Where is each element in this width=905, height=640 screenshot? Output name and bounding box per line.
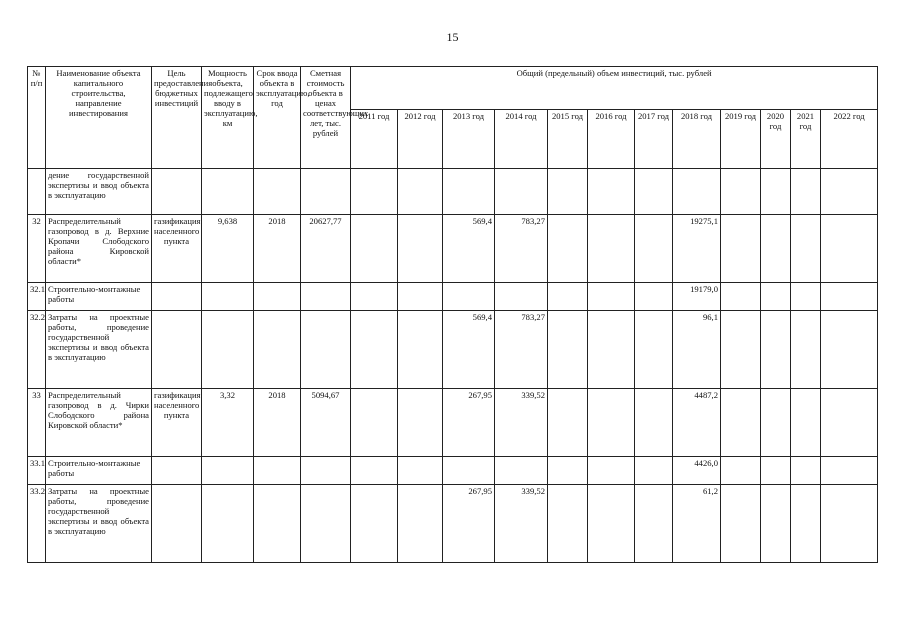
header-num: № п/п <box>28 67 46 169</box>
header-investment-group: Общий (предельный) объем инвестиций, тыс. рублей <box>351 67 878 110</box>
row-year-value-cell <box>548 215 588 283</box>
row-year-value-cell <box>351 485 398 563</box>
row-term-cell <box>254 485 301 563</box>
row-year-value-cell <box>721 457 761 485</box>
row-year-value-cell <box>635 389 673 457</box>
header-year: 2016 год <box>588 110 635 169</box>
row-num-cell: 32.1 <box>28 283 46 311</box>
row-year-value-cell <box>398 215 443 283</box>
row-num-cell: 33.2 <box>28 485 46 563</box>
header-year: 2021 год <box>791 110 821 169</box>
row-year-value-cell <box>721 283 761 311</box>
row-year-value-cell <box>495 457 548 485</box>
row-year-value-cell <box>398 485 443 563</box>
row-year-value-cell <box>821 389 878 457</box>
header-year: 2018 год <box>673 110 721 169</box>
row-num-cell: 32.2 <box>28 311 46 389</box>
row-estimate-cell <box>301 311 351 389</box>
row-year-value-cell <box>588 215 635 283</box>
header-capacity: Мощность объекта, подлежащего вводу в эксплуатацию, км <box>202 67 254 169</box>
row-year-value-cell <box>721 485 761 563</box>
row-year-value-cell <box>351 215 398 283</box>
investment-table <box>27 66 878 563</box>
header-estimate: Сметная стоимость объекта в ценах соответствующих лет, тыс. рублей <box>301 67 351 169</box>
row-year-value-cell: 339,52 <box>495 389 548 457</box>
row-year-value-cell <box>443 457 495 485</box>
row-term-cell <box>254 283 301 311</box>
row-capacity-cell <box>202 169 254 215</box>
row-year-value-cell <box>398 311 443 389</box>
row-year-value-cell <box>351 169 398 215</box>
row-year-value-cell <box>791 457 821 485</box>
page-number: 15 <box>446 30 459 44</box>
row-year-value-cell <box>761 311 791 389</box>
row-capacity-cell: 9,638 <box>202 215 254 283</box>
row-year-value-cell <box>588 283 635 311</box>
row-year-value-cell <box>721 215 761 283</box>
row-year-value-cell: 4487,2 <box>673 389 721 457</box>
table-row <box>28 485 878 563</box>
row-year-value-cell <box>761 215 791 283</box>
row-year-value-cell <box>791 389 821 457</box>
row-name-cell: Строительно-монтажные работы <box>46 457 152 485</box>
row-year-value-cell <box>495 169 548 215</box>
row-purpose-cell: газификация населенного пункта <box>152 389 202 457</box>
row-year-value-cell <box>761 485 791 563</box>
row-year-value-cell <box>761 389 791 457</box>
row-year-value-cell <box>761 283 791 311</box>
row-year-value-cell: 267,95 <box>443 485 495 563</box>
row-year-value-cell <box>588 311 635 389</box>
row-year-value-cell <box>821 283 878 311</box>
header-year: 2019 год <box>721 110 761 169</box>
row-year-value-cell: 4426,0 <box>673 457 721 485</box>
header-year: 2017 год <box>635 110 673 169</box>
row-year-value-cell: 569,4 <box>443 311 495 389</box>
table-row <box>28 389 878 457</box>
row-year-value-cell <box>548 283 588 311</box>
header-year: 2011 год <box>351 110 398 169</box>
row-year-value-cell: 19179,0 <box>673 283 721 311</box>
row-year-value-cell <box>791 311 821 389</box>
row-year-value-cell <box>398 457 443 485</box>
row-capacity-cell <box>202 457 254 485</box>
row-name-cell: Строительно-монтажные работы <box>46 283 152 311</box>
row-year-value-cell <box>588 485 635 563</box>
table-row <box>28 311 878 389</box>
row-year-value-cell <box>635 311 673 389</box>
row-year-value-cell <box>821 311 878 389</box>
row-year-value-cell: 61,2 <box>673 485 721 563</box>
row-purpose-cell <box>152 169 202 215</box>
row-year-value-cell <box>351 283 398 311</box>
row-year-value-cell <box>761 457 791 485</box>
table-row <box>28 457 878 485</box>
row-year-value-cell <box>351 311 398 389</box>
row-year-value-cell <box>821 457 878 485</box>
row-num-cell: 33 <box>28 389 46 457</box>
row-num-cell <box>28 169 46 215</box>
row-name-cell: дение государственной экспертизы и ввод объекта в эксплуатацию <box>46 169 152 215</box>
row-num-cell: 32 <box>28 215 46 283</box>
header-purpose: Цель предоставления бюджетных инвестиций <box>152 67 202 169</box>
row-year-value-cell <box>548 457 588 485</box>
row-term-cell: 2018 <box>254 389 301 457</box>
row-estimate-cell <box>301 485 351 563</box>
row-year-value-cell <box>443 283 495 311</box>
row-year-value-cell <box>761 169 791 215</box>
row-year-value-cell <box>495 283 548 311</box>
row-year-value-cell: 783,27 <box>495 215 548 283</box>
header-year: 2020 год <box>761 110 791 169</box>
table-row <box>28 215 878 283</box>
row-year-value-cell <box>791 283 821 311</box>
row-year-value-cell <box>821 485 878 563</box>
row-year-value-cell <box>791 215 821 283</box>
row-year-value-cell <box>635 283 673 311</box>
row-estimate-cell <box>301 169 351 215</box>
row-num-cell: 33.1 <box>28 457 46 485</box>
row-year-value-cell <box>548 169 588 215</box>
header-name: Наименование объекта капитального строительства, направление инвестирования <box>46 67 152 169</box>
row-estimate-cell: 20627,77 <box>301 215 351 283</box>
header-year: 2014 год <box>495 110 548 169</box>
row-year-value-cell <box>398 389 443 457</box>
row-year-value-cell <box>548 311 588 389</box>
row-year-value-cell <box>821 169 878 215</box>
row-capacity-cell <box>202 283 254 311</box>
row-name-cell: Затраты на проектные работы, проведение государственной экспертизы и ввод объекта в эксплуатацию <box>46 485 152 563</box>
row-year-value-cell <box>351 389 398 457</box>
table-row <box>28 169 878 215</box>
row-year-value-cell <box>635 215 673 283</box>
row-year-value-cell: 96,1 <box>673 311 721 389</box>
row-capacity-cell: 3,32 <box>202 389 254 457</box>
header-term: Срок ввода объекта в эксплуатацию, год <box>254 67 301 169</box>
row-year-value-cell <box>588 457 635 485</box>
row-year-value-cell <box>791 169 821 215</box>
row-estimate-cell <box>301 283 351 311</box>
row-name-cell: Распределительный газопровод в д. Верхние Кропачи Слободского района Кировской области* <box>46 215 152 283</box>
header-year: 2015 год <box>548 110 588 169</box>
row-year-value-cell <box>673 169 721 215</box>
row-purpose-cell <box>152 457 202 485</box>
row-capacity-cell <box>202 311 254 389</box>
row-term-cell <box>254 457 301 485</box>
row-year-value-cell: 267,95 <box>443 389 495 457</box>
row-term-cell <box>254 311 301 389</box>
row-year-value-cell <box>635 169 673 215</box>
row-term-cell <box>254 169 301 215</box>
row-year-value-cell <box>398 283 443 311</box>
row-capacity-cell <box>202 485 254 563</box>
row-purpose-cell <box>152 283 202 311</box>
row-year-value-cell <box>351 457 398 485</box>
row-estimate-cell <box>301 457 351 485</box>
row-year-value-cell <box>821 215 878 283</box>
header-year: 2013 год <box>443 110 495 169</box>
row-year-value-cell: 569,4 <box>443 215 495 283</box>
row-year-value-cell <box>588 389 635 457</box>
row-year-value-cell <box>548 485 588 563</box>
table-row <box>28 283 878 311</box>
row-purpose-cell <box>152 311 202 389</box>
row-year-value-cell <box>443 169 495 215</box>
row-term-cell: 2018 <box>254 215 301 283</box>
row-year-value-cell: 339,52 <box>495 485 548 563</box>
row-year-value-cell <box>588 169 635 215</box>
row-year-value-cell <box>398 169 443 215</box>
row-year-value-cell <box>791 485 821 563</box>
row-year-value-cell <box>721 169 761 215</box>
header-year: 2022 год <box>821 110 878 169</box>
row-name-cell: Распределительный газопровод в д. Чирки Слободского района Кировской области* <box>46 389 152 457</box>
row-year-value-cell <box>721 389 761 457</box>
row-estimate-cell: 5094,67 <box>301 389 351 457</box>
row-year-value-cell <box>635 457 673 485</box>
row-year-value-cell <box>635 485 673 563</box>
row-year-value-cell: 783,27 <box>495 311 548 389</box>
row-year-value-cell <box>548 389 588 457</box>
header-year: 2012 год <box>398 110 443 169</box>
row-purpose-cell: газификация населенного пункта <box>152 215 202 283</box>
row-purpose-cell <box>152 485 202 563</box>
row-year-value-cell: 19275,1 <box>673 215 721 283</box>
row-name-cell: Затраты на проектные работы, проведение государственной экспертизы и ввод объекта в эксплуатацию <box>46 311 152 389</box>
row-year-value-cell <box>721 311 761 389</box>
